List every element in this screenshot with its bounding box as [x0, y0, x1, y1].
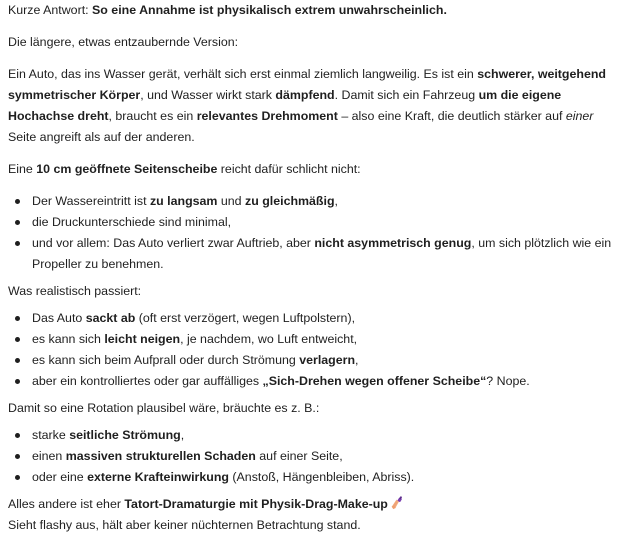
bold-span: schwerer, weitgehend symmetrischer Körper	[8, 67, 606, 102]
italic-span: einer	[565, 109, 594, 123]
window-paragraph	[8, 159, 614, 180]
nail-polish-icon	[390, 496, 404, 510]
bullet-icon	[15, 199, 20, 204]
text-span: – also eine Kraft, die deutlich stärker auf	[337, 109, 566, 123]
list-item	[8, 425, 614, 446]
rotation-list	[8, 425, 614, 488]
bold-span: externe Krafteinwirkung	[87, 470, 229, 484]
list-item	[8, 308, 614, 329]
bullet-icon	[15, 454, 20, 459]
bold-span: dämpfend	[275, 88, 335, 102]
text-span: ,	[355, 353, 359, 367]
bullet-icon	[15, 475, 20, 480]
text-span: Das Auto	[32, 311, 86, 325]
short-answer	[8, 0, 614, 21]
text-span: auf einer Seite,	[255, 449, 343, 463]
text-span: und	[217, 194, 246, 208]
bullet-icon	[15, 379, 20, 384]
list-item	[8, 191, 614, 212]
bold-span: zu langsam	[149, 194, 218, 208]
bold-span: um die eigene Hochachse dreht	[8, 88, 562, 123]
text-span: reicht dafür schlicht nicht:	[217, 162, 361, 176]
short-answer-lead: Kurze Antwort:	[8, 3, 93, 17]
bold-span: zu gleichmäßig	[245, 194, 335, 208]
text-span: . Damit sich ein Fahrzeug	[334, 88, 479, 102]
text-span: ,	[334, 194, 338, 208]
text-span: die Druckunterschiede sind minimal,	[32, 215, 232, 229]
list-item	[8, 329, 614, 350]
text-span: (oft erst verzögert, wegen Luftpolstern),	[135, 311, 356, 325]
text-span: starke	[32, 428, 70, 442]
reasons-list	[8, 191, 614, 275]
text-span: Der Wassereintritt ist	[32, 194, 150, 208]
list-item	[8, 467, 614, 488]
bold-span: nicht asymmetrisch genug	[314, 236, 472, 250]
text-span: es kann sich beim Aufprall oder durch Strömung	[32, 353, 300, 367]
bullet-icon	[15, 316, 20, 321]
bullet-icon	[15, 220, 20, 225]
bullet-icon	[15, 241, 20, 246]
list-item	[8, 233, 614, 275]
text-span: Eine	[8, 162, 37, 176]
text-span: Ein Auto, das ins Wasser gerät, verhält sich erst einmal ziemlich langweilig. Es ist ein	[8, 67, 478, 81]
text-span: , braucht es ein	[108, 109, 197, 123]
bold-span: verlagern	[299, 353, 356, 367]
text-span: Alles andere ist eher	[8, 497, 125, 511]
list-item	[8, 371, 614, 392]
rotation-heading: Damit so eine Rotation plausibel wäre, bräuchte es z. B.:	[8, 401, 320, 415]
text-span: , um sich plötzlich wie ein Propeller zu benehmen.	[32, 236, 612, 271]
realistic-heading: Was realistisch passiert:	[8, 284, 142, 298]
bold-span: relevantes Drehmoment	[196, 109, 338, 123]
text-span: , je nachdem, wo Luft entweicht,	[180, 332, 358, 346]
bullet-icon	[15, 433, 20, 438]
text-span: und vor allem: Das Auto verliert zwar Auftrieb, aber	[32, 236, 315, 250]
short-answer-bold: So eine Annahme ist physikalisch extrem unwahrscheinlich.	[92, 3, 447, 17]
text-span: oder eine	[32, 470, 88, 484]
bold-span: 10 cm geöffnete Seitenscheibe	[36, 162, 218, 176]
conclusion-line	[8, 494, 614, 515]
text-span: es kann sich	[32, 332, 105, 346]
bold-span: massiven strukturellen Schaden	[65, 449, 256, 463]
response-text	[8, 0, 614, 536]
list-item	[8, 446, 614, 467]
text-span: aber ein kontrolliertes oder gar auffälliges	[32, 374, 263, 388]
bullet-icon	[15, 337, 20, 342]
text-span: ? Nope.	[486, 374, 530, 388]
text-span: (Anstoß, Hängenbleiben, Abriss).	[228, 470, 415, 484]
explanation-paragraph	[8, 64, 614, 148]
list-item	[8, 350, 614, 371]
text-span: , und Wasser wirkt stark	[140, 88, 276, 102]
bold-span: Tatort-Dramaturgie mit Physik-Drag-Make-up	[124, 497, 388, 511]
closing-line: Sieht flashy aus, hält aber keiner nüchternen Betrachtung stand.	[8, 518, 361, 532]
bullet-icon	[15, 358, 20, 363]
intro-line: Die längere, etwas entzaubernde Version:	[8, 35, 239, 49]
text-span: Seite angreift als auf der anderen.	[8, 130, 195, 144]
realistic-list	[8, 308, 614, 392]
text-span: ,	[180, 428, 185, 442]
bold-span: sackt ab	[85, 311, 136, 325]
bold-span: seitliche Strömung	[69, 428, 181, 442]
list-item	[8, 212, 614, 233]
text-span: einen	[32, 449, 66, 463]
bold-span: „Sich-Drehen wegen offener Scheibe“	[262, 374, 487, 388]
bold-span: leicht neigen	[104, 332, 181, 346]
